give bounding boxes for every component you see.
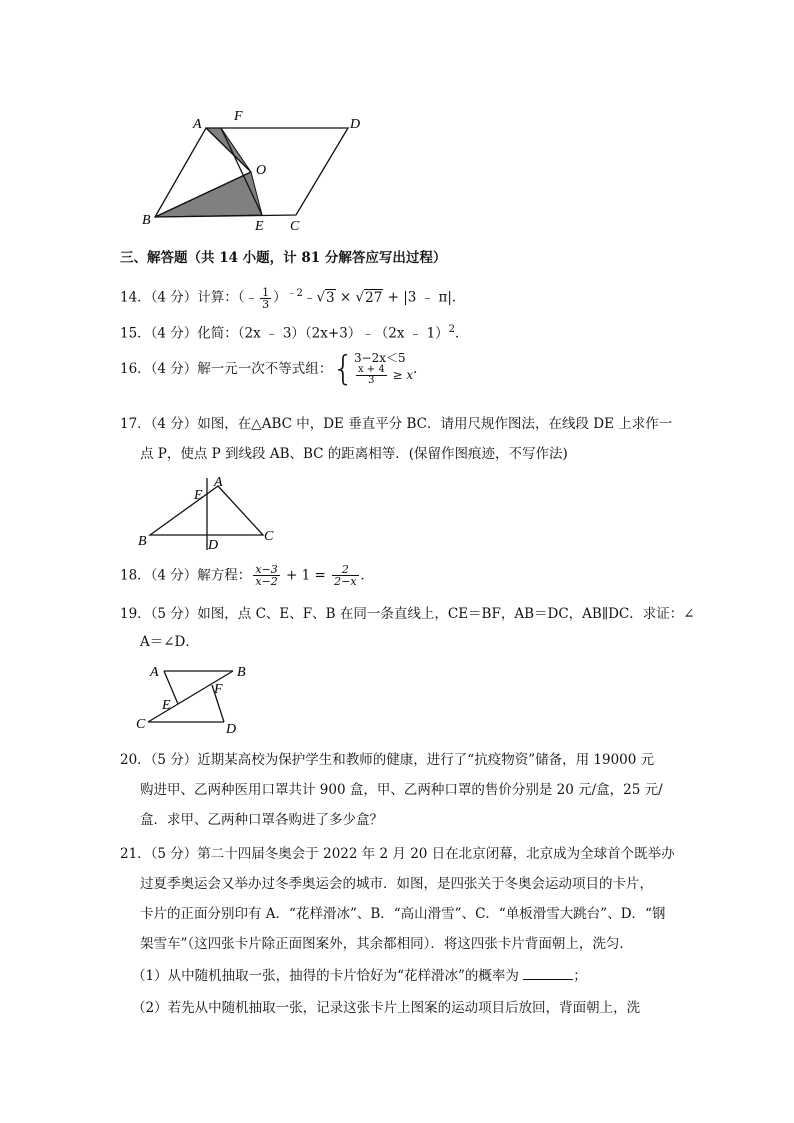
q18-end: ． (360, 567, 375, 584)
section-title: 三、解答题（共 14 小题，计 81 分解答应写出过程） (120, 250, 447, 266)
q20-line2: 购进甲、乙两种医用口罩共计 900 盒，甲、乙两种口罩的售价分别是 20 元/盒，25 元/ (140, 782, 663, 798)
label-A: A (214, 475, 223, 490)
q18-f2-den: 2−x (334, 575, 357, 588)
q14-frac-den: 3 (262, 297, 270, 311)
label-E: E (162, 698, 171, 713)
q14-exponent: ﹣2 (286, 288, 303, 299)
q14-frac-num: 1 (262, 285, 270, 299)
q21-line4: 架雪车”（这四张卡片除正面图案外，其余都相同）．将这四张卡片背面朝上，洗匀． (140, 936, 633, 952)
q20-line1: 20．（5 分）近期某高校为保护学生和教师的健康，进行了“抗疫物资”储备，用 19000 元 (120, 752, 655, 768)
q21-sub1 (132, 966, 587, 986)
q18-plus: + 1 = (281, 567, 331, 584)
label-A: A (150, 665, 159, 680)
label-C: C (290, 219, 300, 234)
q19-line2: A＝∠D． (140, 634, 199, 650)
label-D: D (208, 538, 219, 552)
triangle-figure (130, 470, 290, 552)
question-18 (120, 564, 374, 590)
q15-exponent: 2 (448, 324, 456, 335)
q14-sqrt3: 3 (326, 289, 335, 306)
question-14: 14．（4 分）计算：（﹣ $\frac{1}{3}$ ）$^{﹣2}$﹣√3 × √27 + |3 ﹣ π|． (120, 285, 466, 311)
q18-f1-num: x−3 (255, 563, 278, 576)
q14-rest: + |3 ﹣ π|． (383, 289, 466, 306)
q14-prefix: 14．（4 分）计算：（ (120, 289, 245, 306)
q14-minus2: ﹣ (302, 289, 317, 306)
q16-frac-num: x + 4 (357, 364, 385, 375)
label-C: C (264, 529, 274, 544)
q16-ineq2 (354, 365, 413, 386)
q15-end: ． (455, 325, 469, 342)
label-B: B (237, 665, 246, 680)
label-E: E (194, 488, 203, 503)
brace-icon: { (332, 349, 354, 389)
q21-line3: 卡片的正面分别印有 A．“花样滑冰”、B．“高山滑雪”、C．“单板滑雪大跳台”、D．“钢 (140, 906, 666, 922)
q16-prefix: 16．（4 分）解一元一次不等式组： (120, 361, 333, 377)
q21-line1: 21．（5 分）第二十四届冬奥会于 2022 年 2 月 20 日在北京闭幕，北京成为全球首个既举办 (120, 846, 675, 862)
q16-ineq2-rest: ≥ x (388, 368, 414, 382)
q18-prefix: 18．（4 分）解方程： (120, 567, 252, 584)
q20-line3: 盒．求甲、乙两种口罩各购进了多少盒？ (140, 812, 383, 828)
q19-line1: 19．（5 分）如图，点 C、E、F、B 在同一条直线上，CE＝BF，AB＝DC，AB∥DC．求证：∠ (120, 606, 695, 622)
q15-text: 15．（4 分）化简：（2x ﹣ 3）（2x+3）﹣（2x ﹣ 1） (120, 325, 449, 342)
segment-AO (206, 128, 251, 172)
q14-fraction (260, 287, 271, 310)
q16-end: ． (413, 361, 427, 377)
parallelogram-figure (130, 100, 380, 240)
question-15 (120, 320, 469, 344)
label-B: B (142, 213, 151, 228)
q16-system (354, 352, 413, 386)
q18-f2-num: 2 (332, 564, 358, 576)
q18-fraction-2 (332, 564, 358, 587)
q18-fraction-1 (253, 564, 279, 587)
q21-line2: 过夏季奥运会又举办过冬季奥运会的城市．如图，是四张关于冬奥会运动项目的卡片， (140, 876, 653, 892)
shaded-triangle-BOE (155, 172, 262, 217)
q18-f1-den: x−2 (255, 575, 278, 588)
label-A: A (193, 117, 202, 132)
q21-sub1-end: ； (573, 968, 587, 984)
label-B: B (138, 534, 147, 549)
label-F: F (214, 682, 223, 697)
q21-sub2: （2）若先从中随机抽取一张，记录这张卡片上图案的运动项目后放回，背面朝上，洗 (132, 1000, 641, 1016)
label-F: F (234, 109, 243, 124)
q21-sub1-text: （1）从中随机抽取一张，抽得的卡片恰好为“花样滑冰”的概率为 (132, 968, 519, 984)
label-O: O (256, 163, 267, 178)
label-D: D (350, 117, 361, 132)
q14-close: ） (273, 289, 287, 306)
q16-ineq1: 3−2x＜5 (353, 351, 406, 365)
label-C: C (136, 717, 146, 732)
q14-minus: ﹣ (244, 289, 259, 306)
label-D: D (226, 722, 237, 737)
answer-blank[interactable] (523, 967, 573, 980)
quadrilateral-figure (130, 655, 260, 740)
question-16 (120, 349, 427, 392)
q17-line2: 点 P，使点 P 到线段 AB、BC 的距离相等．(保留作图痕迹，不写作法) (140, 446, 568, 462)
q14-sqrt27: 27 (365, 289, 383, 306)
q16-frac-den: 3 (368, 375, 375, 386)
q14-times: × (335, 289, 356, 306)
label-E: E (255, 219, 264, 234)
q17-line1: 17．（4 分）如图，在△ABC 中，DE 垂直平分 BC．请用尺规作图法，在线段 DE 上求作一 (120, 416, 673, 432)
